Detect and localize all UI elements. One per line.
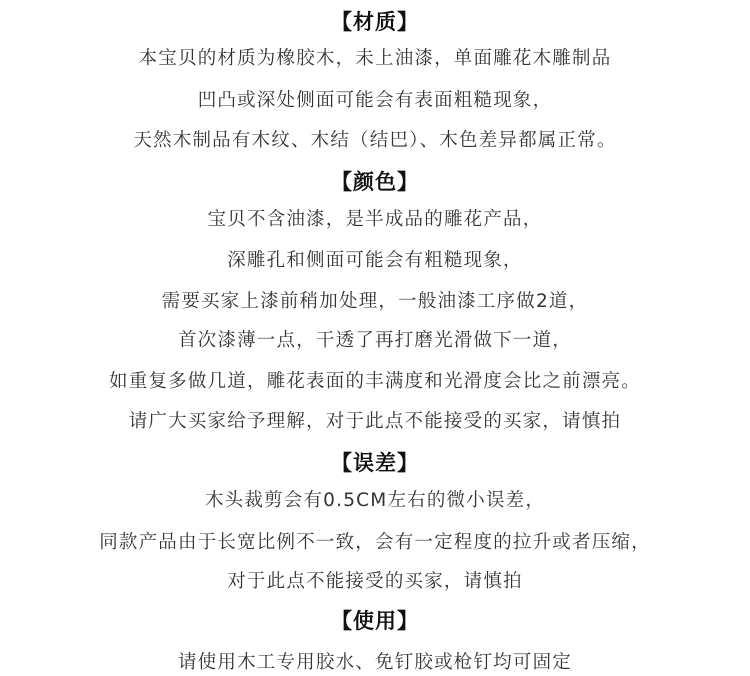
material-line: 天然木制品有木纹、木结（结巴）、木色差异都属正常。 [133,130,617,151]
tolerance-line: 对于此点不能接受的买家，请慎拍 [227,571,523,592]
color-line: 深雕孔和侧面可能会有粗糙现象， [227,250,523,271]
color-line: 如重复多做几道，雕花表面的丰满度和光滑度会比之前漂亮。 [109,371,641,392]
tolerance-line: 木头裁剪会有0.5CM左右的微小误差， [204,490,546,511]
color-line: 需要买家上漆前稍加处理，一般油漆工序做2道， [161,291,589,312]
section-heading-color: 【颜色】 [331,170,419,194]
color-line: 请广大买家给予理解，对于此点不能接受的买家，请慎拍 [128,411,622,432]
usage-line: 请使用木工专用胶水、免钉胶或枪钉均可固定 [177,652,572,673]
section-heading-material: 【材质】 [331,10,419,34]
section-heading-usage: 【使用】 [331,609,419,633]
material-line: 本宝贝的材质为橡胶木，未上油漆，单面雕花木雕制品 [138,48,612,69]
material-line: 凹凸或深处侧面可能会有表面粗糙现象， [197,90,553,111]
color-line: 首次漆薄一点，干透了再打磨光滑做下一道， [177,330,572,351]
tolerance-line: 同款产品由于长宽比例不一致，会有一定程度的拉升或者压缩， [99,532,651,553]
section-heading-tolerance: 【误差】 [331,451,419,475]
color-line: 宝贝不含油漆，是半成品的雕花产品， [207,209,543,230]
